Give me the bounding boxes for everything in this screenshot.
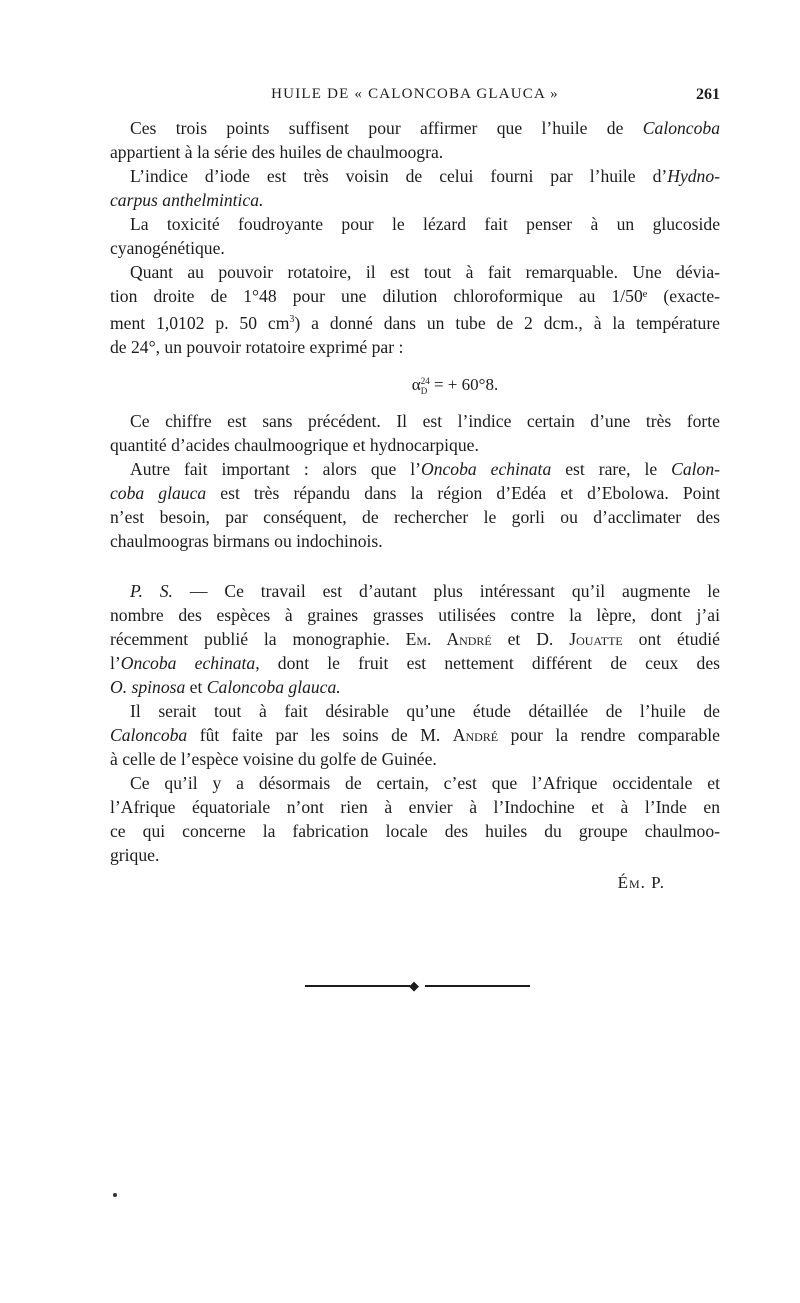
text-line: à celle de l’espèce voisine du golfe de Guinée. — [110, 748, 437, 769]
rotation-formula — [190, 373, 720, 397]
text-line — [110, 627, 720, 651]
text-line: Ce chiffre est sans précédent. Il est l’indice certain d’une très forte — [130, 410, 720, 431]
text-line — [110, 481, 720, 505]
text-line: La toxicité foudroyante pour le lézard fait penser à un glucoside — [130, 214, 720, 234]
italic-span: Oncoba echinata, — [120, 652, 260, 673]
section-ornament — [305, 979, 530, 993]
text-span: récemment publié la monographie. — [110, 628, 406, 649]
text-line: Il serait tout à fait désirable qu’une étude détaillée de l’huile de — [130, 700, 720, 721]
italic-span: Caloncoba — [642, 118, 720, 138]
text-line: Quant au pouvoir rotatoire, il est tout à fait remarquable. Une dévia- — [130, 262, 720, 282]
text-span: Autre fait important : alors que l’ — [130, 458, 421, 479]
text-span: est très répandu dans la région d’Edéa et d’Ebolowa. Point — [206, 482, 720, 503]
text-span: et D. — [491, 628, 570, 649]
text-line — [110, 457, 720, 481]
formula-value: = + 60°8. — [429, 374, 499, 394]
text-span: Ces trois points suffisent pour affirmer que l’huile de — [130, 118, 643, 138]
formula-symbol: α — [411, 374, 421, 394]
text-span: ) a donné dans un tube de 2 dcm., à la température — [294, 312, 720, 333]
text-span: est rare, le — [551, 458, 672, 479]
text-span: l’ — [110, 652, 121, 673]
text-span: pour la rendre comparable — [498, 724, 720, 745]
paragraph-1 — [110, 116, 720, 164]
italic-span: Caloncoba glauca. — [206, 676, 341, 697]
text-line — [110, 675, 720, 699]
text-span: L’indice d’iode est très voisin de celui fourni par l’huile d’ — [130, 166, 668, 186]
italic-span: Oncoba echinata — [420, 458, 552, 479]
text-line: tion droite de 1°48 pour une dilution chloroformique au 1/50ᵉ (exacte- — [110, 286, 720, 306]
text-span: et — [185, 676, 207, 697]
paragraph-2 — [110, 164, 720, 212]
diamond-icon: ◆ — [409, 978, 419, 993]
author-name: André — [452, 724, 499, 745]
text-line — [110, 579, 720, 603]
author-name: Em. André — [405, 628, 492, 649]
signature: Ém. P. — [617, 872, 665, 892]
text-line: quantité d’acides chaulmoogrique et hydnocarpique. — [110, 434, 479, 455]
print-speck — [113, 1193, 117, 1197]
italic-span: Hydno- — [667, 166, 720, 186]
paragraph-4 — [110, 260, 720, 359]
paragraph-7 — [110, 699, 720, 771]
text-line: appartient à la série des huiles de chaulmoogra. — [110, 142, 444, 162]
italic-span: Caloncoba — [110, 724, 188, 745]
text-line — [110, 308, 720, 335]
paragraph-3 — [110, 212, 720, 260]
text-span: ont étudié — [622, 628, 720, 649]
italic-span: Calon- — [671, 458, 720, 479]
formula-subscript: D — [420, 385, 428, 396]
text-line: n’est besoin, par conséquent, de rechercher le gorli ou d’acclimater des — [110, 506, 720, 527]
formula-indices — [421, 376, 430, 396]
paragraph-8 — [110, 771, 720, 867]
formula-superscript: 24 — [420, 375, 430, 386]
text-line — [110, 651, 720, 675]
ornament-rule-left — [305, 985, 410, 987]
text-line: ce qui concerne la fabrication locale des huiles du groupe chaulmoo- — [110, 820, 720, 841]
text-line — [110, 723, 720, 747]
italic-span: coba glauca — [110, 482, 207, 503]
text-line: l’Afrique équatoriale n’ont rien à envier à l’Indochine et à l’Inde en — [110, 796, 720, 817]
running-title: HUILE DE « CALONCOBA GLAUCA » — [271, 86, 559, 102]
author-name: Jouatte — [569, 628, 623, 649]
italic-span: P. S. — [130, 580, 173, 601]
postscript — [110, 579, 720, 699]
ornament-rule-right — [425, 985, 530, 987]
text-line: de 24°, un pouvoir rotatoire exprimé par : — [110, 336, 404, 357]
paragraph-5 — [110, 409, 720, 457]
paragraph-gap — [110, 553, 720, 579]
text-line: chaulmoogras birmans ou indochinois. — [110, 530, 383, 551]
italic-span: O. spinosa — [110, 676, 186, 697]
paragraph-6 — [110, 457, 720, 553]
page-number: 261 — [696, 86, 720, 103]
text-line: nombre des espèces à graines grasses utilisées contre la lèpre, dont j’ai — [110, 604, 720, 625]
text-line: Ce qu’il y a désormais de certain, c’est que l’Afrique occidentale et — [130, 772, 720, 793]
page-body — [110, 116, 720, 895]
text-line — [110, 164, 720, 188]
text-line: cyanogénétique. — [110, 238, 225, 258]
page-header — [110, 86, 720, 110]
text-span: dont le fruit est nettement différent de ceux des — [259, 652, 720, 673]
superscript: 3 — [289, 314, 295, 325]
text-line — [110, 116, 720, 140]
text-line: carpus anthelmintica. — [110, 190, 264, 210]
text-span: fût faite par les soins de M. — [187, 724, 453, 745]
text-span: ment 1,0102 p. 50 cm — [110, 312, 290, 333]
text-span: — Ce travail est d’autant plus intéressant qu’il augmente le — [172, 580, 720, 601]
text-line: grique. — [110, 844, 160, 865]
